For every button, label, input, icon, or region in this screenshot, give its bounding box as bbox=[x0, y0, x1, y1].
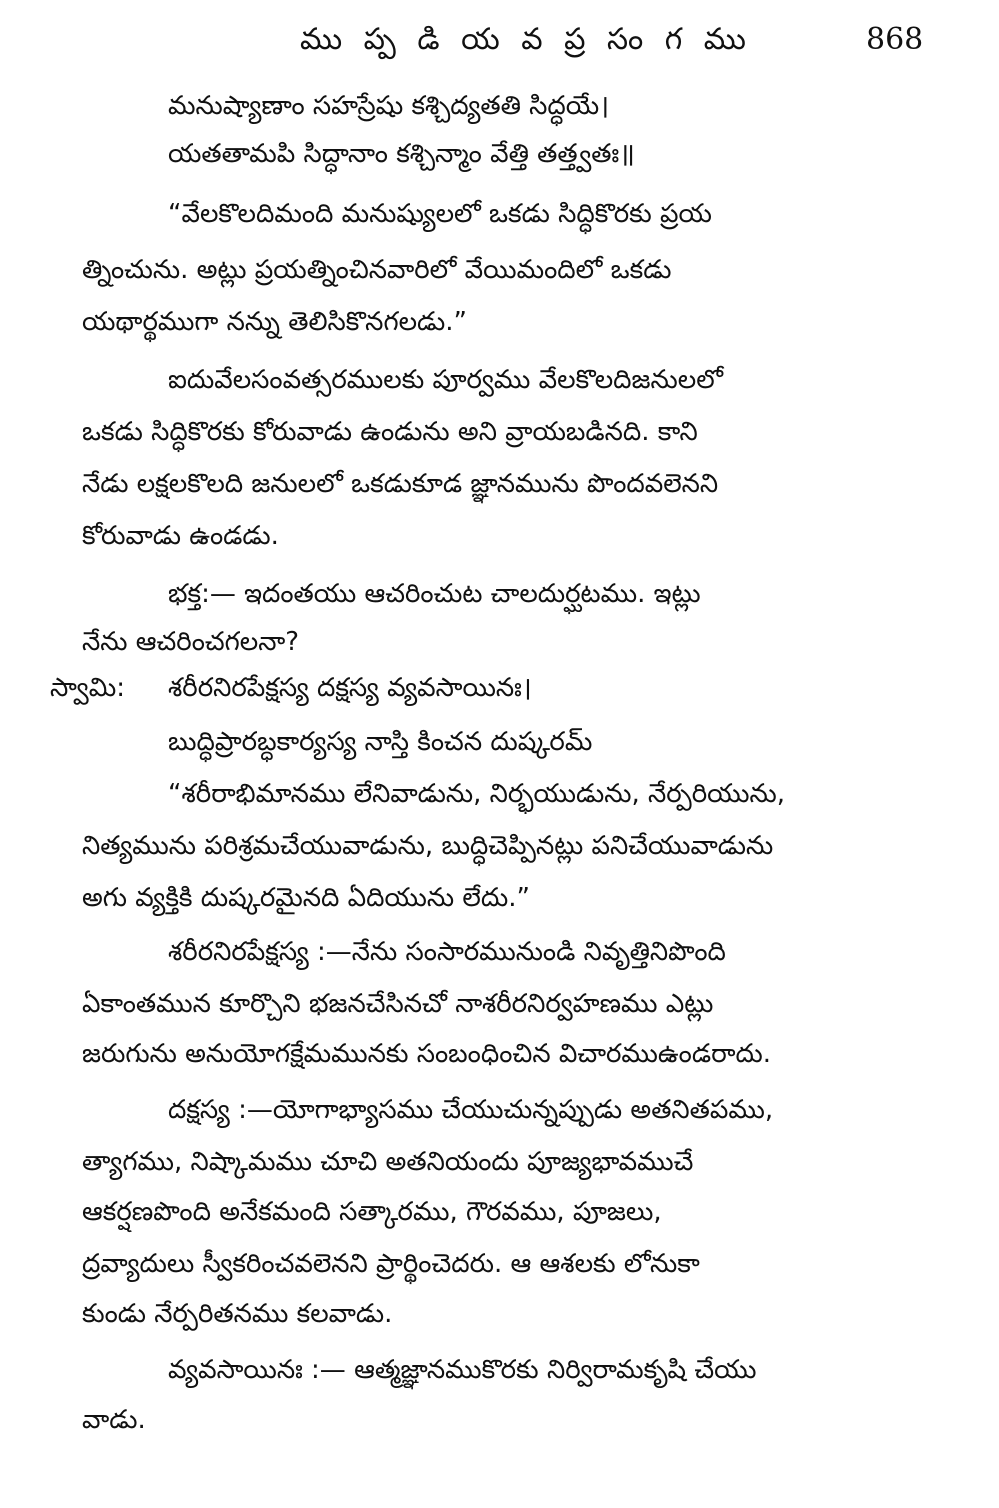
verse-line: మనుష్యాణాం సహస్రేషు కశ్చిద్యతతి సిద్ధయే। bbox=[168, 91, 610, 121]
text-line: యథార్థముగా నన్ను తెలిసికొనగలడు.” bbox=[82, 307, 467, 337]
text-line: “శరీరాభిమానము లేనివాడును, నిర్భయుడును, నేర్పరియును, bbox=[168, 779, 786, 809]
verse-line: బుద్ధిప్రారబ్ధకార్యస్య నాస్తి కించన దుష్కరమ్ bbox=[168, 727, 593, 757]
text-line: భక్త:— ఇదంతయు ఆచరించుట చాలదుర్ఘటము. ఇట్లు bbox=[168, 579, 701, 609]
text-line: నేడు లక్షలకొలది జనులలో ఒకడుకూడ జ్ఞానమును పొందవలెనని bbox=[82, 469, 719, 499]
page-number: 868 bbox=[866, 22, 924, 57]
text-line: కోరువాడు ఉండడు. bbox=[82, 521, 279, 551]
text-line: వ్యవసాయినః :— ఆత్మజ్ఞానముకొరకు నిర్విరామకృషి చేయు bbox=[168, 1355, 757, 1385]
verse-line bbox=[50, 668, 532, 708]
page-header bbox=[0, 18, 999, 68]
text-line: ఏకాంతమున కూర్చొని భజనచేసినచో నాశరీరనిర్వహణము ఎట్లు bbox=[82, 989, 714, 1019]
text-line: అగు వ్యక్తికి దుష్కరమైనది ఏదియును లేదు.” bbox=[82, 883, 530, 913]
text-line: ఒకడు సిద్ధికొరకు కోరువాడు ఉండును అని వ్రాయబడినది. కాని bbox=[82, 417, 698, 447]
text-line: శరీరనిరపేక్షస్య :—నేను సంసారమునుండి నివృత్తినిపొంది bbox=[168, 937, 726, 967]
text-line: ద్రవ్యాదులు స్వీకరించవలెనని ప్రార్థించెదరు. ఆ ఆశలకు లోనుకా bbox=[82, 1249, 700, 1279]
text-line: దక్షస్య :—యోగాభ్యాసము చేయుచున్నప్పుడు అతనితపము, bbox=[168, 1095, 774, 1125]
running-title: ము ప్ప డి య వ ప్ర సం గ ము bbox=[300, 22, 752, 57]
text-line: ఆకర్షణపొంది అనేకమంది సత్కారము, గౌరవము, పూజలు, bbox=[82, 1197, 662, 1227]
text-line: జరుగును అనుయోగక్షేమమునకు సంబంధించిన విచారముఉండరాదు. bbox=[82, 1039, 772, 1069]
text-line: ఐదువేలసంవత్సరములకు పూర్వము వేలకొలదిజనులలో bbox=[168, 365, 723, 395]
verse-text: శరీరనిరపేక్షస్య దక్షస్య వ్యవసాయినః। bbox=[168, 673, 532, 703]
text-line: కుండు నేర్పరితనము కలవాడు. bbox=[82, 1299, 393, 1329]
text-line: త్యాగము, నిష్కామము చూచి అతనియందు పూజ్యభావముచే bbox=[82, 1147, 694, 1177]
verse-line: యతతామపి సిద్ధానాం కశ్చిన్మాం వేత్తి తత్త్వతః॥ bbox=[168, 139, 635, 169]
text-line: నిత్యమును పరిశ్రమచేయువాడును, బుద్ధిచెప్పినట్లు పనిచేయువాడును bbox=[82, 831, 774, 861]
speaker-label: స్వామి: bbox=[50, 673, 125, 703]
text-line: త్నించును. అట్లు ప్రయత్నించినవారిలో వేయిమందిలో ఒకడు bbox=[82, 255, 672, 285]
text-line: “వేలకొలదిమంది మనుష్యులలో ఒకడు సిద్ధికొరకు ప్రయ bbox=[168, 199, 712, 229]
text-line: వాడు. bbox=[82, 1405, 146, 1435]
text-line: నేను ఆచరించగలనా? bbox=[82, 627, 300, 657]
